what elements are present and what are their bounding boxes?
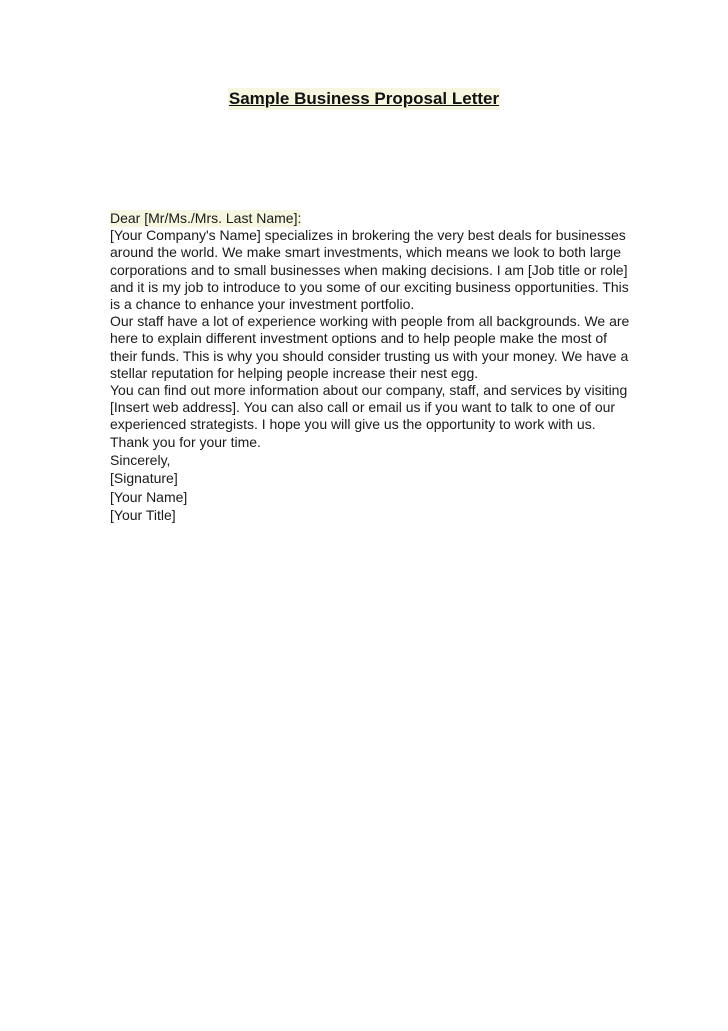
sender-title: [Your Title] — [110, 507, 176, 524]
signature-placeholder: [Signature] — [110, 470, 178, 487]
paragraph-contact: You can find out more information about our company, staff, and services by visiting [Insert web address]. You can also call or email us if you want to talk to one of our experienced strategists. I hope you will give us the opportunity to work with us. Thank you for your time. — [110, 382, 628, 450]
closing: Sincerely, — [110, 451, 171, 468]
paragraph-staff: Our staff have a lot of experience working with people from all backgrounds. We are here to explain different investment options and to help people make the most of their funds. This is why you should consider trusting us with your money. We have a stellar reputation for helping people increase their nest egg. — [110, 313, 630, 381]
sender-name: [Your Name] — [110, 488, 188, 505]
title-container — [0, 88, 728, 110]
paragraph-intro: [Your Company's Name] specializes in brokering the very best deals for businesses around the world. We make smart investments, which means we look to both large corporations and to small businesses when making decisions. I am [Job title or role] and it is my job to introduce to you some of our exciting business opportunities. This is a chance to enhance your investment portfolio. — [110, 227, 629, 313]
document-title: Sample Business Proposal Letter — [228, 89, 500, 108]
letter-body — [110, 210, 630, 525]
salutation: Dear [Mr/Ms./Mrs. Last Name]: — [110, 210, 302, 226]
